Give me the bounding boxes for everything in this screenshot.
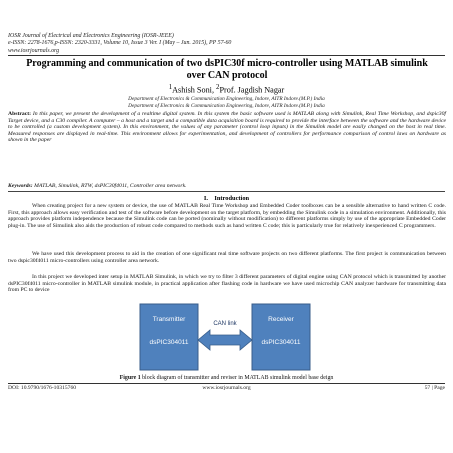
receiver-title: Receiver — [268, 316, 294, 323]
author-2: Prof. Jagdish Nagar — [219, 85, 285, 95]
paragraph-3: In this project we developed inter setup in MATLAB Simulink, in which we try to filter 3 different parameters of digital engine using CAN protocol which is transmitted by another dsPIC30f4011 micro-controller in MATLAB simulink module, in practical application after flashing code in hardware we have used microchip CAN analyzer hardware for transmitting data from PC to device — [8, 274, 446, 293]
transmitter-title: Transmitter — [152, 316, 186, 323]
abstract-label: Abstract: — [8, 111, 32, 117]
figure-1 — [0, 292, 453, 372]
transmitter-chip: dsPIC304011 — [149, 339, 189, 346]
journal-name: IOSR Journal of Electrical and Electronics Engineering (IOSR-JEEE) — [8, 33, 174, 39]
abstract — [8, 111, 446, 144]
footer-doi: DOI: 10.9790/1676-10315760 — [8, 385, 77, 391]
footer-site: www.iosrjournals.org — [202, 385, 251, 391]
section-number: I. — [203, 195, 208, 202]
affiliation-2: Department of Electronics & Communication Engineering, Indore, AITR Indore.(M.P.) India — [128, 103, 325, 109]
author-1: Ashish Soni, — [172, 85, 217, 95]
footer-divider — [8, 383, 445, 384]
author-1-superscript: 1 — [168, 84, 173, 91]
journal-issn: e-ISSN: 2278-1676,p-ISSN: 2320-3331, Volume 10, Issue 3 Ver. I (May – Jun. 2015), PP 57-60 — [8, 40, 232, 47]
footer-page-number: 57 | Page — [424, 385, 445, 391]
authors — [0, 84, 453, 95]
paragraph-1: When creating project for a new system or device, the use of MATLAB Real Time Workshop and Embedded Coder toolboxes can be a sensible alternative to hand written C code. First, this approach allows easy verification and test of the software before development on the target platform, by embedding the Simulink code in a simulation environment. Additionally, this approach provides platform independence because the Simulink code can be ported (nominally without modification) to different platforms simply by use of the appropriate Embedded Coder plug-in. The use of Simulink also aids the production of robust code compared to methods such as hand written C code; this is particularly true for relatively inexperienced C programmers. — [8, 203, 446, 229]
keywords-label: Keywords: — [8, 183, 33, 189]
can-link-arrow — [198, 330, 252, 350]
abstract-divider — [8, 191, 445, 192]
journal-header — [8, 33, 448, 55]
section-title: Introduction — [214, 195, 250, 202]
transmitter-box — [140, 304, 198, 370]
figure-caption-text: block diagram of transmitter and reviser in MATLAB simulink model base deign — [140, 375, 334, 381]
paragraph-2: We have used this development process to aid in the creation of one significant real time software projects on two different platforms. The first project is communication between two dspic30f4011 micro-controllers using controller area network. — [8, 251, 446, 264]
block-diagram — [0, 292, 453, 372]
figure-caption-label: Figure 1 — [119, 375, 141, 381]
keywords — [8, 183, 446, 190]
journal-site: www.iosrjournals.org — [8, 47, 60, 54]
figure-caption — [0, 375, 453, 381]
affiliation-1: Department of Electronics & Communication Engineering, Indore, AITR Indore.(M.P.) India — [128, 96, 325, 102]
receiver-box — [252, 304, 310, 370]
author-2-superscript: 2 — [216, 84, 220, 91]
section-heading — [0, 195, 453, 202]
receiver-chip: dsPIC304011 — [261, 339, 301, 346]
abstract-text: In this paper, we present the development of a realtime digital system. In this system the basic software used is MATLAB along with Simulink, Real Time Workshop, and dspic30f Target device, and a C30 compiler. A computer – a host and a target and a compatible data acquisition board is required to provide the interface between the software and the hardware device to be controlled (a custom development system). In this environment, the values of any parameter (control loop inputs) in the Simulink model are easily changed on the host in real time. Measured responses are displayed in real-time. This environment allows for experimentation, and development of controllers for performance comparison of control laws on hardware as shown in the paper — [8, 111, 446, 143]
paper-title: Programming and communication of two dsPIC30f micro-controller using MATLAB simulink over CAN protocol — [26, 58, 428, 81]
can-link-label: CAN link — [213, 321, 237, 327]
keywords-text: MATLAB, Simulink, RTW, dsPIC30f4011, Controller area network. — [32, 183, 187, 189]
header-divider — [8, 55, 445, 56]
